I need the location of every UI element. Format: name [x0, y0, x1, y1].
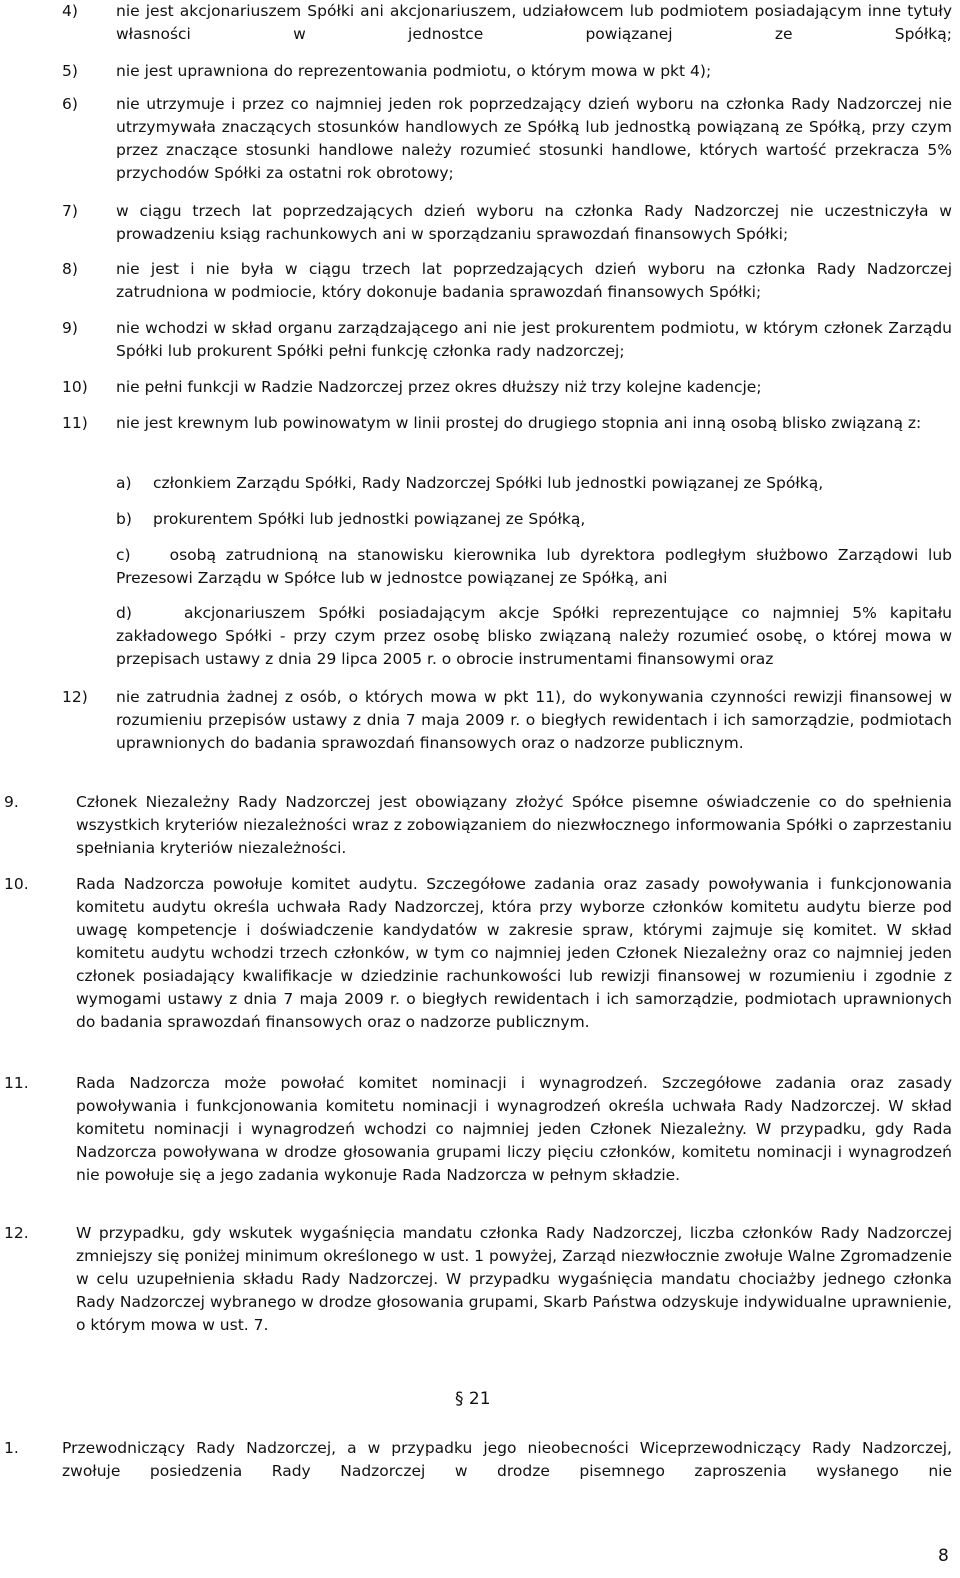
list-item-number: 11) [62, 414, 88, 432]
list-item-text: nie jest krewnym lub powinowatym w linii prostej do drugiego stopnia ani inną osobą blisko związaną z: [116, 414, 922, 432]
list-item-text: nie jest uprawniona do reprezentowania podmiotu, o którym mowa w pkt 4); [116, 62, 712, 80]
sub-item-label: d) [116, 604, 132, 622]
list-item-text: nie jest i nie była w ciągu trzech lat poprzedzających dzień wyboru na członka Rady Nadzorczej zatrudniona w podmiocie, który dokonuje badania sprawozdań finansowych Spółki; [116, 260, 952, 301]
section-symbol: § [455, 1389, 464, 1409]
sub-item-label: b) [116, 510, 132, 528]
list-item-number: 6) [62, 95, 78, 113]
paragraph-number: 11. [4, 1074, 29, 1092]
sub-item-label: a) [116, 474, 132, 492]
paragraph-number: 10. [4, 875, 29, 893]
list-item-text: nie pełni funkcji w Radzie Nadzorczej przez okres dłuższy niż trzy kolejne kadencje; [116, 378, 762, 396]
list-item-number: 8) [62, 260, 78, 278]
list-item-text: nie utrzymuje i przez co najmniej jeden rok poprzedzający dzień wyboru na członka Rady Nadzorczej nie utrzymywała znaczących stosunków handlowych ze Spółką lub jednostką powiązaną ze Spółką, przy czym przez znaczące stosunki handlowe należy rozumieć stosunki handlowe, których wartość przekracza 5% przychodów Spółki za ostatni rok obrotowy; [116, 95, 952, 182]
section-heading [455, 1388, 491, 1411]
paragraph-number: 1. [4, 1439, 19, 1457]
list-item-number: 10) [62, 378, 88, 396]
list-item-number: 5) [62, 62, 78, 80]
paragraph-text: Członek Niezależny Rady Nadzorczej jest obowiązany złożyć Spółce pisemne oświadczenie co do spełnienia wszystkich kryteriów niezależności wraz z zobowiązaniem do niezwłocznego informowania Spółki o zaprzestaniu spełniania kryteriów niezależności. [76, 793, 952, 857]
list-item-text: w ciągu trzech lat poprzedzających dzień wyboru na członka Rady Nadzorczej nie uczestniczyła w prowadzeniu ksiąg rachunkowych ani w sporządzaniu sprawozdań finansowych Spółki; [116, 202, 952, 243]
sub-item-label: c) [116, 546, 131, 564]
paragraph-number: 9. [4, 793, 19, 811]
paragraph-text: Rada Nadzorcza powołuje komitet audytu. Szczegółowe zadania oraz zasady powoływania i funkcjonowania komitetu audytu określa uchwała Rady Nadzorczej, która przy wyborze członków komitetu audytu bierze pod uwagę kompetencje i doświadczenie kandydatów w zakresie spraw, którymi zajmuje się komitet. W skład komitetu audytu wchodzi trzech członków, w tym co najmniej jeden Członek Niezależny oraz co najmniej jeden członek posiadający kwalifikacje w dziedzinie rachunkowości lub rewizji finansowej w rozumieniu i zgodnie z wymogami ustawy z dnia 7 maja 2009 r. o biegłych rewidentach i ich samorządzie, podmiotach uprawnionych do badania sprawozdań finansowych oraz o nadzorze publicznym. [76, 875, 952, 1031]
section-number: 21 [468, 1389, 491, 1409]
sub-item-text: c) osobą zatrudnioną na stanowisku kierownika lub dyrektora podległym służbowo Zarządowi lub Prezesowi Zarządu w Spółce lub w jednostce powiązanej ze Spółką, ani [116, 546, 952, 587]
list-item-number: 7) [62, 202, 78, 220]
paragraph-text: Rada Nadzorcza może powołać komitet nominacji i wynagrodzeń. Szczegółowe zadania oraz zasady powoływania i funkcjonowania komitetu nominacji i wynagrodzeń określa uchwała Rady Nadzorczej. W skład komitetu nominacji i wynagrodzeń wchodzi co najmniej jeden Członek Niezależny. W przypadku, gdy Rada Nadzorcza powoływana w drodze głosowania grupami liczy pięciu członków, komitetu nominacji i wynagrodzeń nie powołuje się a jego zadania wykonuje Rada Nadzorcza w pełnym składzie. [76, 1074, 952, 1184]
paragraph-text: Przewodniczący Rady Nadzorczej, a w przypadku jego nieobecności Wiceprzewodniczący Rady Nadzorczej, zwołuje posiedzenia Rady Nadzorczej w drodze pisemnego zaproszenia wysłanego nie [62, 1439, 952, 1480]
paragraph-number: 12. [4, 1224, 29, 1242]
sub-item-text: prokurentem Spółki lub jednostki powiązanej ze Spółką, [153, 510, 586, 528]
list-item-number: 9) [62, 319, 78, 337]
sub-item-text: d) akcjonariuszem Spółki posiadającym akcje Spółki reprezentujące co najmniej 5% kapitału zakładowego Spółki - przy czym przez osobę blisko związaną należy rozumieć osobę, o której mowa w przepisach ustawy z dnia 29 lipca 2005 r. o obrocie instrumentami finansowymi oraz [116, 604, 952, 668]
list-item-text: nie jest akcjonariuszem Spółki ani akcjonariuszem, udziałowcem lub podmiotem posiadającym inne tytuły własności w jednostce powiązanej ze Spółką; [116, 2, 952, 43]
list-item-number: 12) [62, 688, 88, 706]
list-item-text: nie wchodzi w skład organu zarządzającego ani nie jest prokurentem podmiotu, w którym członek Zarządu Spółki lub prokurent Spółki pełni funkcję członka rady nadzorczej; [116, 319, 952, 360]
sub-item-text: członkiem Zarządu Spółki, Rady Nadzorczej Spółki lub jednostki powiązanej ze Spółką, [153, 474, 824, 492]
list-item-number: 4) [62, 2, 78, 20]
page-number: 8 [938, 1546, 949, 1566]
list-item-text: nie zatrudnia żadnej z osób, o których mowa w pkt 11), do wykonywania czynności rewizji finansowej w rozumieniu przepisów ustawy z dnia 7 maja 2009 r. o biegłych rewidentach i ich samorządzie, podmiotach uprawnionych do badania sprawozdań finansowych oraz o nadzorze publicznym. [116, 688, 952, 752]
paragraph-text: W przypadku, gdy wskutek wygaśnięcia mandatu członka Rady Nadzorczej, liczba członków Rady Nadzorczej zmniejszy się poniżej minimum określonego w ust. 1 powyżej, Zarząd niezwłocznie zwołuje Walne Zgromadzenie w celu uzupełnienia składu Rady Nadzorczej. W przypadku wygaśnięcia mandatu chociażby jednego członka Rady Nadzorczej wybranego w drodze głosowania grupami, Skarb Państwa odzyskuje indywidualne uprawnienie, o którym mowa w ust. 7. [76, 1224, 952, 1334]
